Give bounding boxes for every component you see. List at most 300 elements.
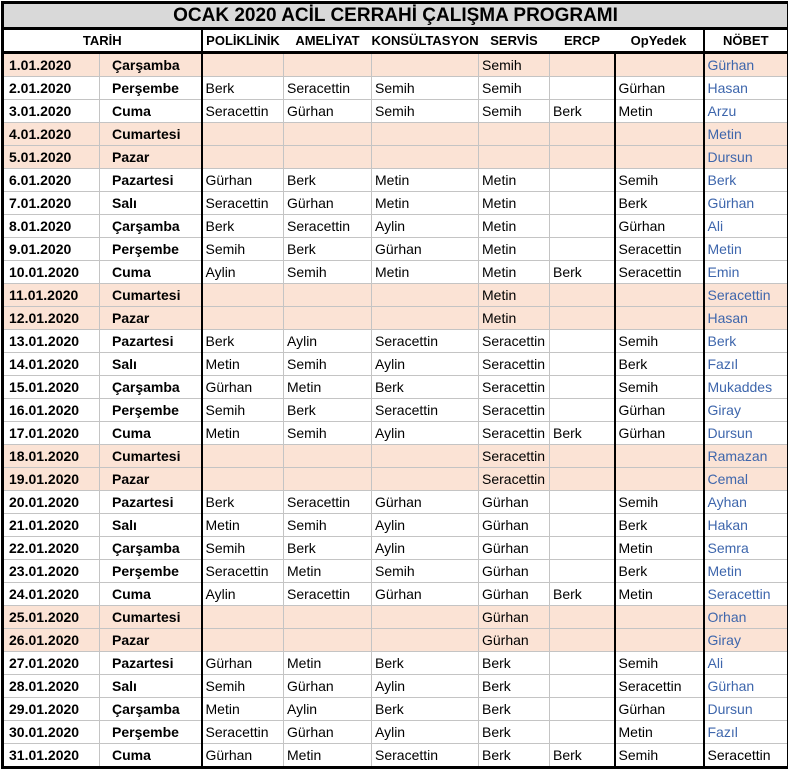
cell-nobet: Seracettin (704, 583, 788, 606)
cell-ameliyat: Berk (284, 238, 372, 261)
cell-ameliyat: Seracettin (284, 215, 372, 238)
cell-date: 16.01.2020 (3, 399, 100, 422)
cell-servis: Seracettin (479, 468, 550, 491)
cell-opyedek: Gürhan (615, 698, 704, 721)
table-row (3, 744, 788, 768)
table-row (3, 192, 788, 215)
cell-servis: Seracettin (479, 330, 550, 353)
cell-poliklinik: Metin (202, 353, 284, 376)
table-row (3, 169, 788, 192)
cell-opyedek: Gürhan (615, 215, 704, 238)
title-row (3, 3, 788, 29)
cell-day: Cuma (100, 583, 202, 606)
cell-ercp (550, 537, 615, 560)
cell-opyedek (615, 146, 704, 169)
cell-ercp (550, 698, 615, 721)
table-row (3, 284, 788, 307)
column-header-ameliyat: AMELİYAT (284, 29, 372, 53)
cell-poliklinik: Berk (202, 77, 284, 100)
cell-servis: Berk (479, 675, 550, 698)
cell-konsultasyon: Metin (372, 169, 479, 192)
cell-ercp (550, 629, 615, 652)
cell-konsultasyon: Semih (372, 560, 479, 583)
cell-ercp (550, 445, 615, 468)
cell-opyedek: Gürhan (615, 422, 704, 445)
cell-day: Cuma (100, 744, 202, 768)
cell-ameliyat: Metin (284, 744, 372, 768)
cell-poliklinik: Seracettin (202, 560, 284, 583)
cell-opyedek: Metin (615, 583, 704, 606)
cell-date: 11.01.2020 (3, 284, 100, 307)
cell-ameliyat: Semih (284, 514, 372, 537)
cell-poliklinik: Gürhan (202, 744, 284, 768)
cell-ercp (550, 238, 615, 261)
cell-konsultasyon: Aylin (372, 353, 479, 376)
cell-ameliyat: Seracettin (284, 77, 372, 100)
cell-day: Cuma (100, 261, 202, 284)
cell-nobet: Gürhan (704, 53, 788, 77)
cell-nobet: Dursun (704, 422, 788, 445)
cell-day: Salı (100, 675, 202, 698)
cell-date: 12.01.2020 (3, 307, 100, 330)
cell-day: Pazartesi (100, 330, 202, 353)
cell-day: Pazar (100, 629, 202, 652)
cell-nobet: Seracettin (704, 744, 788, 768)
cell-date: 1.01.2020 (3, 53, 100, 77)
cell-day: Perşembe (100, 399, 202, 422)
header-row (3, 29, 788, 53)
cell-date: 20.01.2020 (3, 491, 100, 514)
cell-date: 30.01.2020 (3, 721, 100, 744)
cell-ameliyat: Gürhan (284, 675, 372, 698)
cell-konsultasyon: Gürhan (372, 583, 479, 606)
cell-poliklinik: Metin (202, 698, 284, 721)
column-header-servis: SERVİS (479, 29, 550, 53)
cell-konsultasyon (372, 606, 479, 629)
cell-date: 9.01.2020 (3, 238, 100, 261)
cell-poliklinik: Berk (202, 491, 284, 514)
cell-nobet: Ramazan (704, 445, 788, 468)
cell-ameliyat (284, 146, 372, 169)
cell-nobet: Dursun (704, 146, 788, 169)
cell-konsultasyon: Seracettin (372, 399, 479, 422)
cell-konsultasyon: Aylin (372, 514, 479, 537)
cell-nobet: Dursun (704, 698, 788, 721)
cell-nobet: Cemal (704, 468, 788, 491)
cell-opyedek: Berk (615, 192, 704, 215)
table-row (3, 53, 788, 77)
cell-day: Pazar (100, 468, 202, 491)
cell-day: Çarşamba (100, 537, 202, 560)
table-row (3, 422, 788, 445)
table-row (3, 215, 788, 238)
table-row (3, 629, 788, 652)
cell-konsultasyon: Aylin (372, 215, 479, 238)
cell-opyedek (615, 307, 704, 330)
cell-konsultasyon (372, 53, 479, 77)
cell-ameliyat (284, 53, 372, 77)
cell-ercp (550, 376, 615, 399)
cell-date: 24.01.2020 (3, 583, 100, 606)
cell-servis: Berk (479, 721, 550, 744)
cell-poliklinik (202, 123, 284, 146)
cell-servis (479, 146, 550, 169)
cell-date: 10.01.2020 (3, 261, 100, 284)
cell-date: 8.01.2020 (3, 215, 100, 238)
cell-date: 22.01.2020 (3, 537, 100, 560)
cell-day: Çarşamba (100, 376, 202, 399)
cell-opyedek (615, 629, 704, 652)
cell-poliklinik (202, 445, 284, 468)
cell-date: 6.01.2020 (3, 169, 100, 192)
cell-day: Perşembe (100, 560, 202, 583)
cell-opyedek: Seracettin (615, 261, 704, 284)
table-row (3, 606, 788, 629)
cell-ercp (550, 560, 615, 583)
cell-nobet: Berk (704, 169, 788, 192)
column-header-konsultasyon: KONSÜLTASYON (372, 29, 479, 53)
cell-servis: Berk (479, 652, 550, 675)
cell-day: Çarşamba (100, 53, 202, 77)
cell-ameliyat: Seracettin (284, 491, 372, 514)
cell-ameliyat: Aylin (284, 698, 372, 721)
cell-nobet: Semra (704, 537, 788, 560)
cell-day: Salı (100, 192, 202, 215)
cell-servis: Gürhan (479, 514, 550, 537)
cell-poliklinik: Semih (202, 675, 284, 698)
cell-opyedek: Metin (615, 721, 704, 744)
cell-ercp (550, 491, 615, 514)
cell-day: Pazar (100, 307, 202, 330)
cell-nobet: Ali (704, 215, 788, 238)
cell-ameliyat (284, 606, 372, 629)
cell-ercp (550, 514, 615, 537)
cell-opyedek: Semih (615, 169, 704, 192)
cell-ercp: Berk (550, 261, 615, 284)
cell-konsultasyon (372, 307, 479, 330)
column-header-ercp: ERCP (550, 29, 615, 53)
cell-konsultasyon: Gürhan (372, 491, 479, 514)
cell-servis: Metin (479, 284, 550, 307)
cell-day: Cumartesi (100, 123, 202, 146)
cell-date: 26.01.2020 (3, 629, 100, 652)
table-row (3, 652, 788, 675)
cell-opyedek: Seracettin (615, 238, 704, 261)
cell-konsultasyon: Aylin (372, 721, 479, 744)
cell-poliklinik: Gürhan (202, 376, 284, 399)
cell-nobet: Giray (704, 399, 788, 422)
cell-konsultasyon: Metin (372, 261, 479, 284)
cell-ameliyat: Gürhan (284, 100, 372, 123)
cell-nobet: Orhan (704, 606, 788, 629)
cell-day: Perşembe (100, 77, 202, 100)
table-row (3, 399, 788, 422)
cell-poliklinik (202, 307, 284, 330)
cell-servis: Seracettin (479, 376, 550, 399)
cell-date: 13.01.2020 (3, 330, 100, 353)
cell-nobet: Metin (704, 238, 788, 261)
table-row (3, 560, 788, 583)
cell-day: Cumartesi (100, 606, 202, 629)
table-row (3, 491, 788, 514)
cell-date: 2.01.2020 (3, 77, 100, 100)
cell-day: Cuma (100, 422, 202, 445)
cell-poliklinik (202, 468, 284, 491)
cell-servis: Metin (479, 261, 550, 284)
cell-servis: Seracettin (479, 422, 550, 445)
cell-konsultasyon: Berk (372, 652, 479, 675)
table-row (3, 77, 788, 100)
cell-opyedek: Gürhan (615, 399, 704, 422)
cell-opyedek: Seracettin (615, 675, 704, 698)
table-row (3, 238, 788, 261)
table-row (3, 307, 788, 330)
cell-day: Perşembe (100, 721, 202, 744)
cell-day: Pazartesi (100, 169, 202, 192)
cell-day: Cumartesi (100, 284, 202, 307)
cell-opyedek: Semih (615, 652, 704, 675)
column-header-tarih: TARİH (3, 29, 202, 53)
cell-konsultasyon: Seracettin (372, 330, 479, 353)
schedule-body (3, 53, 788, 768)
cell-ameliyat: Semih (284, 353, 372, 376)
cell-ercp (550, 606, 615, 629)
cell-date: 27.01.2020 (3, 652, 100, 675)
cell-servis: Gürhan (479, 606, 550, 629)
cell-poliklinik (202, 629, 284, 652)
cell-ameliyat (284, 284, 372, 307)
table-row (3, 675, 788, 698)
cell-ameliyat: Berk (284, 169, 372, 192)
cell-ercp (550, 307, 615, 330)
table-row (3, 261, 788, 284)
cell-ercp (550, 77, 615, 100)
cell-opyedek: Berk (615, 353, 704, 376)
cell-ameliyat: Gürhan (284, 192, 372, 215)
cell-day: Pazartesi (100, 652, 202, 675)
cell-poliklinik: Seracettin (202, 192, 284, 215)
cell-ercp (550, 399, 615, 422)
cell-poliklinik (202, 53, 284, 77)
table-row (3, 698, 788, 721)
cell-nobet: Metin (704, 123, 788, 146)
cell-nobet: Hakan (704, 514, 788, 537)
cell-nobet: Berk (704, 330, 788, 353)
table-row (3, 468, 788, 491)
table-row (3, 445, 788, 468)
cell-nobet: Fazıl (704, 721, 788, 744)
table-row (3, 537, 788, 560)
cell-servis: Metin (479, 169, 550, 192)
cell-opyedek: Berk (615, 560, 704, 583)
cell-poliklinik (202, 606, 284, 629)
cell-servis: Metin (479, 307, 550, 330)
cell-ameliyat: Metin (284, 652, 372, 675)
cell-ercp (550, 353, 615, 376)
table-row (3, 353, 788, 376)
cell-day: Salı (100, 514, 202, 537)
cell-poliklinik: Berk (202, 215, 284, 238)
table-row (3, 721, 788, 744)
cell-konsultasyon: Semih (372, 77, 479, 100)
cell-konsultasyon: Semih (372, 100, 479, 123)
cell-nobet: Seracettin (704, 284, 788, 307)
cell-day: Salı (100, 353, 202, 376)
cell-date: 15.01.2020 (3, 376, 100, 399)
cell-poliklinik: Seracettin (202, 100, 284, 123)
cell-poliklinik: Semih (202, 537, 284, 560)
cell-poliklinik: Aylin (202, 261, 284, 284)
cell-poliklinik: Gürhan (202, 169, 284, 192)
cell-opyedek: Metin (615, 537, 704, 560)
cell-nobet: Ali (704, 652, 788, 675)
cell-konsultasyon (372, 284, 479, 307)
table-row (3, 583, 788, 606)
cell-nobet: Hasan (704, 77, 788, 100)
cell-opyedek (615, 123, 704, 146)
cell-date: 14.01.2020 (3, 353, 100, 376)
cell-date: 25.01.2020 (3, 606, 100, 629)
cell-poliklinik (202, 146, 284, 169)
column-header-opyedek: OpYedek (615, 29, 704, 53)
cell-nobet: Giray (704, 629, 788, 652)
cell-poliklinik: Semih (202, 399, 284, 422)
cell-nobet: Ayhan (704, 491, 788, 514)
cell-ercp (550, 215, 615, 238)
cell-day: Çarşamba (100, 215, 202, 238)
cell-servis: Semih (479, 100, 550, 123)
cell-date: 21.01.2020 (3, 514, 100, 537)
cell-ameliyat: Semih (284, 261, 372, 284)
cell-day: Cuma (100, 100, 202, 123)
cell-servis: Berk (479, 698, 550, 721)
cell-ameliyat: Seracettin (284, 583, 372, 606)
cell-konsultasyon (372, 123, 479, 146)
cell-konsultasyon: Aylin (372, 422, 479, 445)
cell-servis: Gürhan (479, 491, 550, 514)
cell-servis (479, 123, 550, 146)
cell-poliklinik: Berk (202, 330, 284, 353)
cell-konsultasyon: Berk (372, 698, 479, 721)
cell-ameliyat (284, 445, 372, 468)
cell-servis: Metin (479, 215, 550, 238)
cell-poliklinik: Seracettin (202, 721, 284, 744)
table-row (3, 330, 788, 353)
cell-date: 17.01.2020 (3, 422, 100, 445)
cell-servis: Gürhan (479, 629, 550, 652)
cell-day: Pazar (100, 146, 202, 169)
cell-servis: Metin (479, 238, 550, 261)
cell-konsultasyon (372, 146, 479, 169)
cell-nobet: Hasan (704, 307, 788, 330)
cell-opyedek: Gürhan (615, 77, 704, 100)
cell-ameliyat: Berk (284, 399, 372, 422)
cell-opyedek: Semih (615, 744, 704, 768)
cell-day: Pazartesi (100, 491, 202, 514)
cell-servis: Metin (479, 192, 550, 215)
cell-ercp (550, 146, 615, 169)
cell-servis: Seracettin (479, 445, 550, 468)
cell-ercp (550, 675, 615, 698)
cell-opyedek (615, 606, 704, 629)
cell-servis: Gürhan (479, 560, 550, 583)
cell-ercp: Berk (550, 744, 615, 768)
cell-ercp: Berk (550, 100, 615, 123)
cell-servis: Berk (479, 744, 550, 768)
cell-konsultasyon: Aylin (372, 675, 479, 698)
table-row (3, 514, 788, 537)
cell-day: Cumartesi (100, 445, 202, 468)
cell-ameliyat (284, 629, 372, 652)
cell-opyedek (615, 53, 704, 77)
cell-ercp (550, 330, 615, 353)
cell-date: 23.01.2020 (3, 560, 100, 583)
cell-poliklinik: Aylin (202, 583, 284, 606)
cell-opyedek: Semih (615, 491, 704, 514)
cell-konsultasyon (372, 629, 479, 652)
table-row (3, 146, 788, 169)
cell-konsultasyon: Seracettin (372, 744, 479, 768)
cell-ameliyat: Berk (284, 537, 372, 560)
cell-opyedek: Semih (615, 330, 704, 353)
cell-konsultasyon: Berk (372, 376, 479, 399)
cell-date: 31.01.2020 (3, 744, 100, 768)
cell-date: 19.01.2020 (3, 468, 100, 491)
cell-nobet: Emin (704, 261, 788, 284)
column-header-nobet: NÖBET (704, 29, 788, 53)
cell-servis: Gürhan (479, 537, 550, 560)
cell-poliklinik: Gürhan (202, 652, 284, 675)
cell-ercp (550, 53, 615, 77)
cell-konsultasyon (372, 445, 479, 468)
cell-opyedek (615, 468, 704, 491)
cell-ameliyat (284, 123, 372, 146)
cell-ameliyat: Metin (284, 376, 372, 399)
cell-poliklinik: Semih (202, 238, 284, 261)
cell-day: Çarşamba (100, 698, 202, 721)
cell-ameliyat: Metin (284, 560, 372, 583)
cell-ercp (550, 123, 615, 146)
cell-servis: Seracettin (479, 399, 550, 422)
cell-date: 29.01.2020 (3, 698, 100, 721)
cell-servis: Semih (479, 77, 550, 100)
cell-ercp (550, 192, 615, 215)
cell-ameliyat (284, 307, 372, 330)
cell-date: 4.01.2020 (3, 123, 100, 146)
table-row (3, 123, 788, 146)
cell-date: 28.01.2020 (3, 675, 100, 698)
cell-servis: Semih (479, 53, 550, 77)
cell-servis: Gürhan (479, 583, 550, 606)
cell-ercp (550, 169, 615, 192)
cell-date: 18.01.2020 (3, 445, 100, 468)
cell-opyedek: Berk (615, 514, 704, 537)
cell-ercp (550, 284, 615, 307)
cell-opyedek: Semih (615, 376, 704, 399)
cell-ercp (550, 721, 615, 744)
cell-nobet: Metin (704, 560, 788, 583)
table-row (3, 100, 788, 123)
cell-day: Perşembe (100, 238, 202, 261)
cell-opyedek (615, 445, 704, 468)
cell-poliklinik: Metin (202, 422, 284, 445)
cell-ercp: Berk (550, 583, 615, 606)
schedule-table (1, 1, 788, 769)
cell-konsultasyon (372, 468, 479, 491)
cell-konsultasyon: Aylin (372, 537, 479, 560)
cell-ercp: Berk (550, 422, 615, 445)
cell-servis: Seracettin (479, 353, 550, 376)
